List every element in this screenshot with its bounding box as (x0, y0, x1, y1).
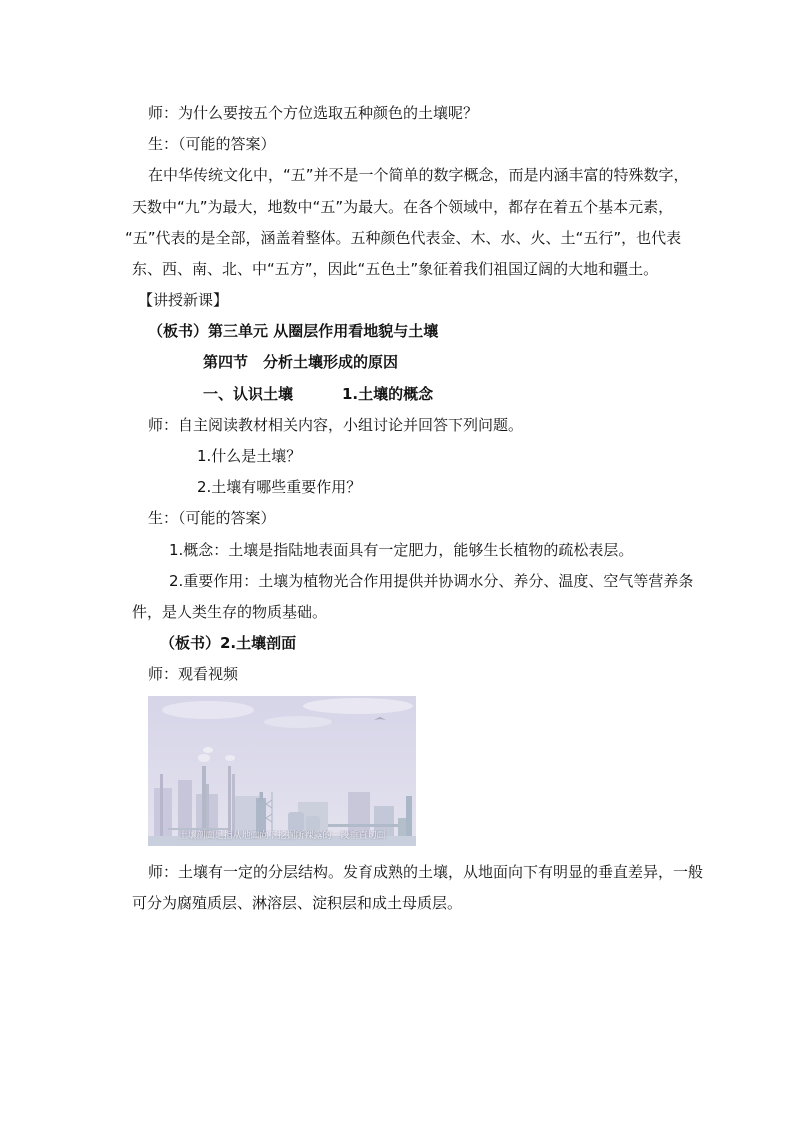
paragraph-line: “五”代表的是全部，涵盖着整体。五种颜色代表金、木、水、火、土“五行”，也代表 (125, 229, 682, 247)
question-item: 1.什么是土壤？ (197, 447, 302, 465)
video-frame[interactable] (148, 696, 416, 846)
teacher-explanation: 师：土壤有一定的分层结构。发育成熟的土壤，从地面向下有明显的垂直差异，一般 (148, 863, 704, 881)
student-answer-label: 生：（可能的答案） (148, 509, 276, 527)
answer-item: 1.概念：土壤是指陆地表面具有一定肥力，能够生长植物的疏松表层。 (169, 541, 634, 559)
question-item: 2.土壤有哪些重要作用？ (197, 478, 362, 496)
teacher-question: 师：为什么要按五个方位选取五种颜色的土壤呢？ (148, 104, 479, 122)
board-heading-concept: 1.土壤的概念 (342, 385, 434, 403)
board-heading-profile: （板书）2.土壤剖面 (160, 634, 297, 652)
paragraph-line: 天数中“九”为最大，地数中“五”为最大。在各个领域中，都存在着五个基本元素， (132, 198, 674, 216)
paragraph-line: 在中华传统文化中，“五”并不是一个简单的数字概念，而是内涵丰富的特殊数字， (148, 166, 689, 184)
board-heading-section: 第四节 分析土壤形成的原因 (203, 353, 399, 371)
answer-item-continuation: 件，是人类生存的物质基础。 (132, 603, 328, 621)
section-heading: 【讲授新课】 (138, 291, 229, 309)
answer-item: 2.重要作用：土壤为植物光合作用提供并协调水分、养分、温度、空气等营养条 (169, 572, 694, 590)
video-subtitle: 土壤剖面是指从地面向下挖掘所裸露的一段垂直切面 (178, 831, 386, 841)
teacher-video-instruction: 师：观看视频 (148, 665, 239, 683)
student-answer-label: 生：（可能的答案） (148, 135, 276, 153)
city-skyline-illustration (148, 696, 416, 846)
teacher-explanation-continuation: 可分为腐殖质层、淋溶层、淀积层和成土母质层。 (132, 894, 463, 912)
teacher-instruction: 师：自主阅读教材相关内容，小组讨论并回答下列问题。 (148, 416, 524, 434)
board-heading-unit: （板书）第三单元 从圈层作用看地貌与土壤 (148, 322, 439, 340)
board-heading-part-one: 一、认识土壤 (203, 385, 294, 403)
paragraph-line: 东、西、南、北、中“五方”，因此“五色土”象征着我们祖国辽阔的大地和疆土。 (132, 260, 659, 278)
